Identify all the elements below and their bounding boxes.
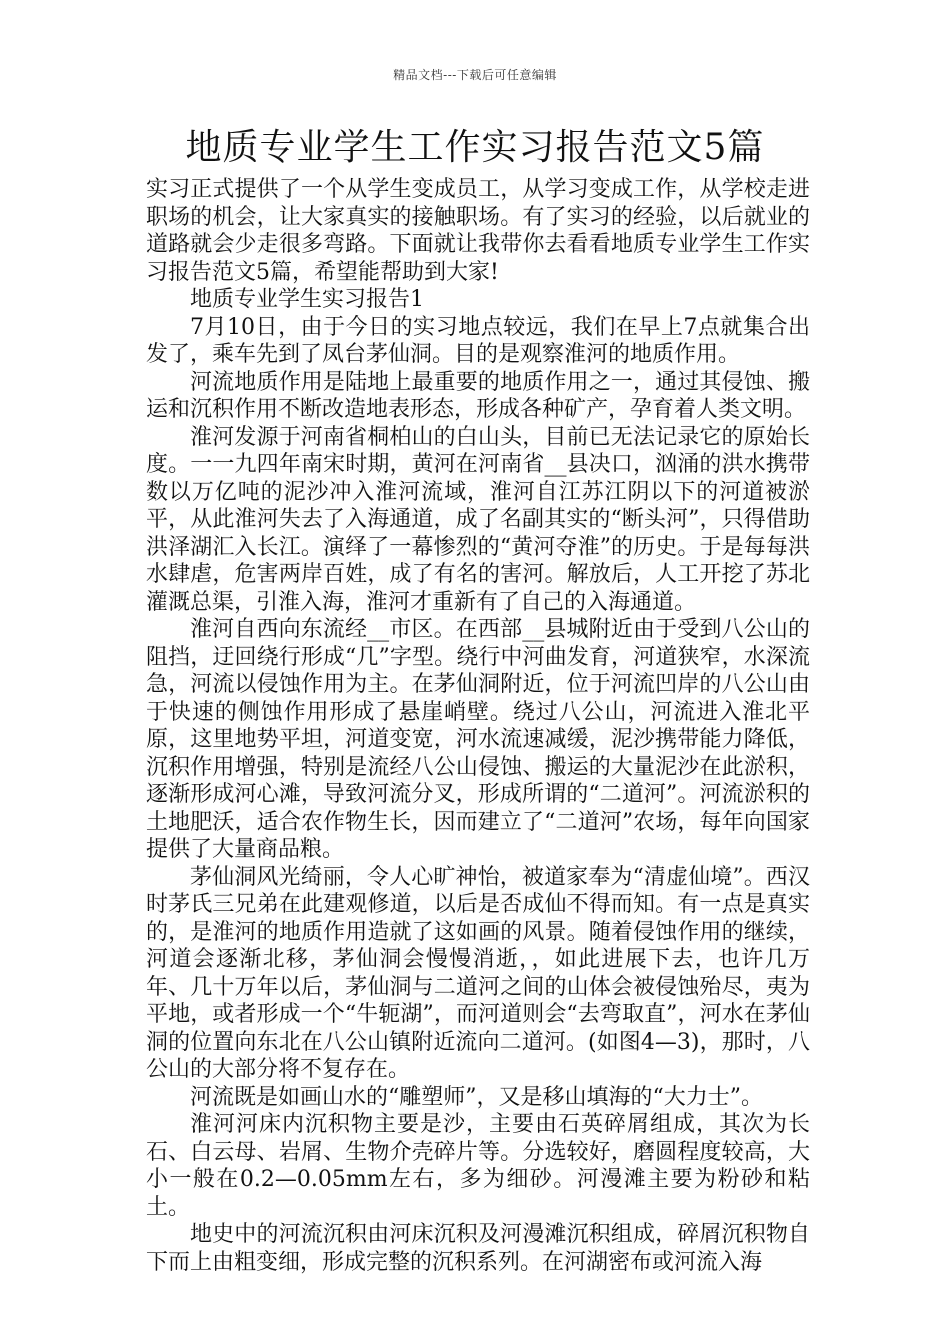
- paragraph: 实习正式提供了一个从学生变成员工，从学习变成工作，从学校走进职场的机会，让大家真实的接触职场。有了实习的经验，以后就业的道路就会少走很多弯路。下面就让我带你去看看地质专业学生工作实习报告范文5篇，希望能帮助到大家!: [146, 177, 810, 285]
- paragraph: 7月10日，由于今日的实习地点较远，我们在早上7点就集合出发了，乘车先到了凤台茅仙洞。目的是观察淮河的地质作用。: [146, 314, 810, 367]
- header-note: 精品文档---下载后可任意编辑: [393, 68, 557, 82]
- document-body: [146, 176, 810, 1276]
- paragraph: 淮河河床内沉积物主要是沙，主要由石英碎屑组成，其次为长石、白云母、岩屑、生物介壳碎片等。分选较好，磨圆程度较高，大小一般在0.2—0.05mm左右，多为细砂。河漫滩主要为粉砂和粘土。: [146, 1112, 810, 1220]
- paragraph: 地史中的河流沉积由河床沉积及河漫滩沉积组成，碎屑沉积物自下而上由粗变细，形成完整的沉积系列。在河湖密布或河流入海: [146, 1222, 810, 1275]
- paragraph: 地质专业学生实习报告1: [190, 287, 424, 312]
- paragraph: 淮河自西向东流经__市区。在西部__县城附近由于受到八公山的阻挡，迂回绕行形成“几”字型。绕行中河曲发育，河道狭窄，水深流急，河流以侵蚀作用为主。在茅仙洞附近，位于河流凹岸的八公山由于快速的侧蚀作用形成了悬崖峭壁。绕过八公山，河流进入淮北平原，这里地势平坦，河道变宽，河水流速减缓，泥沙携带能力降低，沉积作用增强，特别是流经八公山侵蚀、搬运的大量泥沙在此淤积，逐渐形成河心滩，导致河流分叉，形成所谓的“二道河”。河流淤积的土地肥沃，适合农作物生长，因而建立了“二道河”农场，每年向国家提供了大量商品粮。: [146, 617, 810, 862]
- document-title: 地质专业学生工作实习报告范文5篇: [185, 127, 765, 168]
- paragraph: 河流既是如画山水的“雕塑师”，又是移山填海的“大力士”。: [190, 1084, 763, 1110]
- paragraph: 淮河发源于河南省桐柏山的白山头，目前已无法记录它的原始长度。一一九四年南宋时期，黄河在河南省__县决口，汹涌的洪水携带数以万亿吨的泥沙冲入淮河流域，淮河自江苏江阴以下的河道被淤平，从此淮河失去了入海通道，成了名副其实的“断头河”，只得借助洪泽湖汇入长江。演绎了一幕惨烈的“黄河夺淮”的历史。于是每每洪水肆虐，危害两岸百姓，成了有名的害河。解放后，人工开挖了苏北灌溉总渠，引淮入海，淮河才重新有了自己的入海通道。: [146, 424, 810, 615]
- paragraph: 茅仙洞风光绮丽，令人心旷神怡，被道家奉为“清虚仙境”。西汉时茅氏三兄弟在此建观修道，以后是否成仙不得而知。有一点是真实的，是淮河的地质作用造就了这如画的风景。随着侵蚀作用的继续，河道会逐渐北移，茅仙洞会慢慢消逝，，如此进展下去，也许几万年、几十万年以后，茅仙洞与二道河之间的山体会被侵蚀殆尽，夷为平地，或者形成一个“牛轭湖”，而河道则会“去弯取直”，河水在茅仙洞的位置向东北在八公山镇附近流向二道河。(如图4—3)，那时，八公山的大部分将不复存在。: [146, 864, 810, 1082]
- paragraph: 河流地质作用是陆地上最重要的地质作用之一，通过其侵蚀、搬运和沉积作用不断改造地表形态，形成各种矿产，孕育着人类文明。: [146, 369, 810, 422]
